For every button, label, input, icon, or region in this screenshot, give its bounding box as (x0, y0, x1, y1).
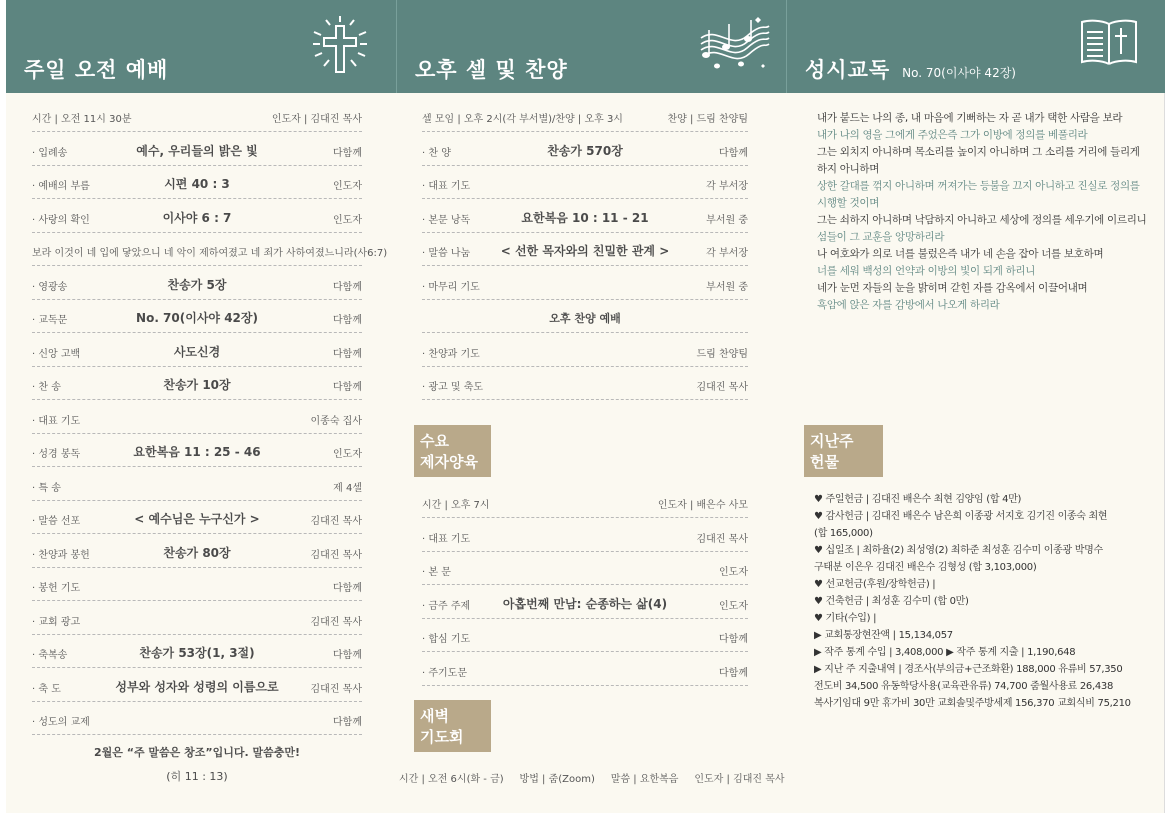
discipleship-time: 시간 | 오후 7시 (422, 500, 490, 511)
row-label: · 찬 양 (422, 147, 451, 159)
row-leader: 이종숙 집사 (310, 415, 362, 427)
schedule-row (32, 199, 362, 233)
reading-line: 너를 세워 백성의 언약과 이방의 빛이 되게 하리니 (817, 265, 1036, 277)
offering-line: ♥ 선교헌금(후원/장학헌금) | (814, 579, 936, 590)
row-section-title: 오후 찬양 예배 (549, 312, 621, 325)
row-content: No. 70(이사야 42장) (136, 311, 258, 325)
row-leader: 다함께 (333, 583, 362, 594)
row-leader: 김대진 목사 (310, 683, 362, 695)
offering-line: ♥ 건축헌금 | 최성훈 김수미 (합 0만) (814, 596, 969, 607)
row-leader: 다함께 (333, 650, 362, 661)
row-leader: 다함께 (719, 147, 748, 159)
bible-icon (1079, 16, 1139, 72)
music-notes-icon (697, 16, 771, 78)
last-week-offering-box (804, 425, 883, 477)
offering-line: ♥ 감사헌금 | 김대진 배은수 남은희 이종광 서지호 김기진 이종숙 최현 (814, 511, 1108, 522)
row-leader: 김대진 목사 (696, 382, 748, 393)
row-leader: 각 부서장 (706, 181, 748, 192)
row-content: 예수, 우리들의 밝은 빛 (136, 143, 258, 158)
row-content: 사도신경 (173, 344, 221, 359)
schedule-row (32, 668, 362, 702)
row-label: · 축 도 (32, 683, 61, 695)
row-leader: 부서원 중 (706, 214, 748, 226)
row-label: · 예배의 부름 (32, 181, 90, 192)
row-label: · 찬양과 봉헌 (32, 549, 90, 561)
offering-line: ♥ 기타(수입) | (814, 613, 877, 624)
row-content: 찬송가 53장(1, 3절) (139, 646, 255, 660)
schedule-row (32, 601, 362, 635)
schedule-row (32, 266, 362, 300)
reading-line: 내가 나의 영을 그에게 주었은즉 그가 이방에 정의를 베풀리라 (817, 129, 1088, 141)
row-leader: 김대진 목사 (310, 516, 362, 527)
header-bar (6, 0, 1165, 93)
row-leader: 인도자 (333, 214, 362, 226)
row-content: 찬송가 570장 (547, 143, 623, 158)
row-content: 찬송가 80장 (163, 545, 231, 560)
schedule-row (32, 165, 362, 199)
box-line: 지난주 (810, 432, 854, 450)
row-label: · 봉헌 기도 (32, 583, 81, 594)
row-leader: 다함께 (333, 281, 362, 293)
row-label: · 찬양과 기도 (422, 348, 480, 360)
cross-icon (310, 14, 370, 80)
row-label: · 본문 낭독 (422, 214, 471, 226)
afternoon-time: 셀 모임 | 오후 2시(각 부서별)/찬양 | 오후 3시 (422, 114, 623, 125)
row-label: · 대표 기도 (32, 415, 81, 427)
row-content: 성부와 성자와 성령의 이름으로 (115, 679, 279, 694)
offering-line: ▶ 교회통장현잔액 | 15,134,057 (814, 630, 953, 641)
afternoon-leader: 찬양 | 드림 찬양팀 (667, 114, 748, 125)
row-leader: 인도자 (719, 600, 748, 612)
discipleship-leader: 인도자 | 배은수 사모 (657, 500, 748, 511)
row-label: · 입례송 (32, 147, 68, 159)
row-label: · 신앙 고백 (32, 348, 81, 360)
schedule-row (422, 165, 748, 199)
row-leader: 드림 찬양팀 (696, 348, 748, 360)
schedule-row (32, 366, 362, 400)
schedule-row (422, 199, 748, 233)
row-leader: 다함께 (333, 717, 362, 728)
schedule-row (422, 652, 748, 686)
schedule-row (422, 366, 748, 400)
row-content: 요한복음 11 : 25 - 46 (133, 445, 261, 459)
offering-line: ♥ 십일조 | 최하율(2) 최성영(2) 최하준 최성훈 김수미 이종광 박명수 (814, 545, 1103, 556)
row-full-text: 보라 이것이 네 입에 닿았으니 네 악이 제하여졌고 네 죄가 사하여졌느니라(사6:7) (32, 248, 388, 259)
morning-time-row (32, 98, 362, 132)
offering-line: ▶ 작주 통계 수입 | 3,408,000 ▶ 작주 통계 지출 | 1,190,648 (814, 647, 1076, 658)
offering-line: ♥ 주일헌금 | 김대진 배은수 최현 김양임 (합 4만) (814, 494, 1022, 505)
reading-line: 그는 쇠하지 아니하며 낙담하지 아니하고 세상에 정의를 세우기에 이르리니 (817, 214, 1147, 226)
morning-footer-verse: (히 11 : 13) (166, 770, 228, 783)
afternoon-title: 오후 셀 및 찬양 (415, 57, 568, 82)
reading-line: 그는 외치지 아니하며 목소리를 높이지 아니하며 그 소리를 거리에 들리게 (817, 146, 1140, 158)
row-label: · 대표 기도 (422, 533, 471, 545)
header-col-reading (787, 0, 1165, 93)
row-label: · 교독문 (32, 315, 68, 326)
schedule-row (422, 132, 748, 166)
row-label: · 교회 광고 (32, 616, 81, 628)
dawn-prayer-box (414, 700, 491, 752)
reading-line: 상한 갈대를 꺾지 아니하며 꺼져가는 등불을 끄지 아니하고 진실로 정의를 (817, 180, 1140, 192)
schedule-row (32, 400, 362, 434)
schedule-row (422, 618, 748, 652)
wednesday-discipleship-box (414, 425, 491, 477)
row-label: · 찬 송 (32, 382, 61, 393)
row-label: · 말씀 선포 (32, 516, 81, 527)
row-content: 아홉번째 만남: 순종하는 삶(4) (502, 596, 668, 611)
box-line: 수요 (420, 432, 449, 450)
row-label: · 영광송 (32, 281, 68, 293)
reading-line: 하지 아니하며 (817, 163, 880, 175)
responsive-reading (817, 110, 1157, 314)
row-leader: 김대진 목사 (310, 549, 362, 561)
row-leader: 다함께 (333, 315, 362, 326)
row-leader: 김대진 목사 (310, 616, 362, 628)
schedule-row (32, 634, 362, 668)
offering-line: ▶ 지난 주 지출내역 | 경조사(부의금+근조화환) 188,000 유류비 57,350 (814, 664, 1123, 675)
schedule-row (32, 299, 362, 333)
row-label: · 주기도문 (422, 667, 467, 679)
reading-line: 섬들이 그 교훈을 앙망하리라 (817, 231, 945, 243)
row-content: < 선한 목자와의 친밀한 관계 > (500, 244, 670, 258)
box-line: 새벽 (420, 707, 449, 725)
row-label: · 사랑의 확인 (32, 214, 90, 226)
row-label: · 광고 및 축도 (422, 382, 484, 393)
row-content: < 예수님은 누구신가 > (134, 512, 260, 526)
header-col-morning (6, 0, 396, 93)
afternoon-time-row (422, 98, 748, 132)
row-leader: 다함께 (333, 348, 362, 360)
reading-line: 시행할 것이며 (817, 197, 880, 209)
schedule-row (422, 585, 748, 619)
reading-line: 내가 붙드는 나의 종, 내 마음에 기뻐하는 자 곧 내가 택한 사람을 보라 (817, 112, 1123, 124)
schedule-row (422, 299, 748, 333)
row-label: · 축복송 (32, 650, 68, 661)
box-line: 기도회 (420, 728, 464, 746)
row-leader: 부서원 중 (706, 281, 748, 293)
reading-line: 흑암에 앉은 자를 감방에서 나오게 하리라 (817, 299, 1000, 311)
row-leader: 다함께 (333, 382, 362, 393)
offering-line: 전도비 34,500 유동학당사용(교육관유류) 74,700 줌월사용료 26,438 (814, 681, 1114, 692)
bulletin-page (6, 0, 1165, 813)
row-leader: 다함께 (333, 147, 362, 159)
reading-line: 나 여호와가 의로 너를 불렀은즉 내가 네 손을 잡아 너를 보호하며 (817, 248, 1104, 260)
row-label: · 합심 기도 (422, 634, 471, 645)
row-content: 찬송가 5장 (167, 277, 227, 292)
row-leader: 김대진 목사 (696, 533, 748, 545)
row-label: · 마무리 기도 (422, 281, 480, 293)
header-col-afternoon (397, 0, 786, 93)
row-leader: 각 부서장 (706, 248, 748, 259)
row-leader: 제 4셀 (333, 482, 362, 494)
schedule-row (422, 333, 748, 367)
row-leader: 인도자 (333, 449, 362, 460)
row-leader: 다함께 (719, 634, 748, 645)
row-label: · 성도의 교제 (32, 717, 90, 728)
row-content: 찬송가 10장 (163, 378, 231, 392)
schedule-row (32, 500, 362, 534)
schedule-row (32, 467, 362, 501)
schedule-row (32, 701, 362, 735)
row-leader: 인도자 (333, 181, 362, 192)
schedule-row (422, 232, 748, 266)
row-content: 요한복음 10 : 11 - 21 (521, 210, 649, 225)
schedule-row (422, 518, 748, 552)
reading-title (805, 54, 1016, 84)
schedule-row (32, 433, 362, 467)
schedule-row (32, 333, 362, 367)
schedule-row (422, 551, 748, 585)
reading-title-text: 성시교독 (805, 57, 891, 82)
schedule-row (32, 132, 362, 166)
reading-line: 네가 눈먼 자들의 눈을 밝히며 갇힌 자를 감옥에서 이끌어내며 (817, 282, 1088, 294)
schedule-row (32, 232, 388, 266)
schedule-row (32, 534, 362, 568)
morning-time: 시간 | 오전 11시 30분 (32, 114, 132, 125)
offering-line: (합 165,000) (814, 528, 873, 539)
row-leader: 인도자 (719, 567, 748, 578)
row-label: · 성경 봉독 (32, 449, 81, 460)
box-line: 헌물 (810, 453, 839, 471)
row-content: 이사야 6 : 7 (162, 210, 232, 225)
schedule-row (422, 266, 748, 300)
row-leader: 다함께 (719, 667, 748, 679)
discipleship-time-row (422, 484, 748, 518)
offering-list (814, 491, 1159, 712)
schedule-row (32, 567, 362, 601)
row-content: 시편 40 : 3 (164, 177, 230, 191)
dawn-prayer-info: 시간 | 오전 6시(화 - 금) 방법 | 줌(Zoom) 말씀 | 요한복음 인도자 | 김대진 목사 (399, 774, 785, 785)
morning-footer-note: 2월은 “주 말씀은 창조”입니다. 말씀충만! (93, 746, 300, 759)
row-label: · 말씀 나눔 (422, 248, 471, 259)
morning-title: 주일 오전 예배 (24, 57, 169, 82)
row-label: · 금주 주제 (422, 600, 471, 612)
morning-leader: 인도자 | 김대진 목사 (271, 114, 362, 125)
offering-line: 구태분 이은우 김대진 배은수 김형성 (합 3,103,000) (814, 562, 1037, 573)
row-label: · 대표 기도 (422, 181, 471, 192)
row-label: · 특 송 (32, 482, 61, 494)
row-label: · 본 문 (422, 567, 451, 578)
box-line: 제자양육 (420, 453, 478, 471)
reading-subtitle: No. 70(이사야 42장) (902, 66, 1016, 80)
offering-line: 복사기임대 9만 휴가비 30만 교회솔및주방세제 156,370 교회식비 75,210 (814, 698, 1131, 709)
